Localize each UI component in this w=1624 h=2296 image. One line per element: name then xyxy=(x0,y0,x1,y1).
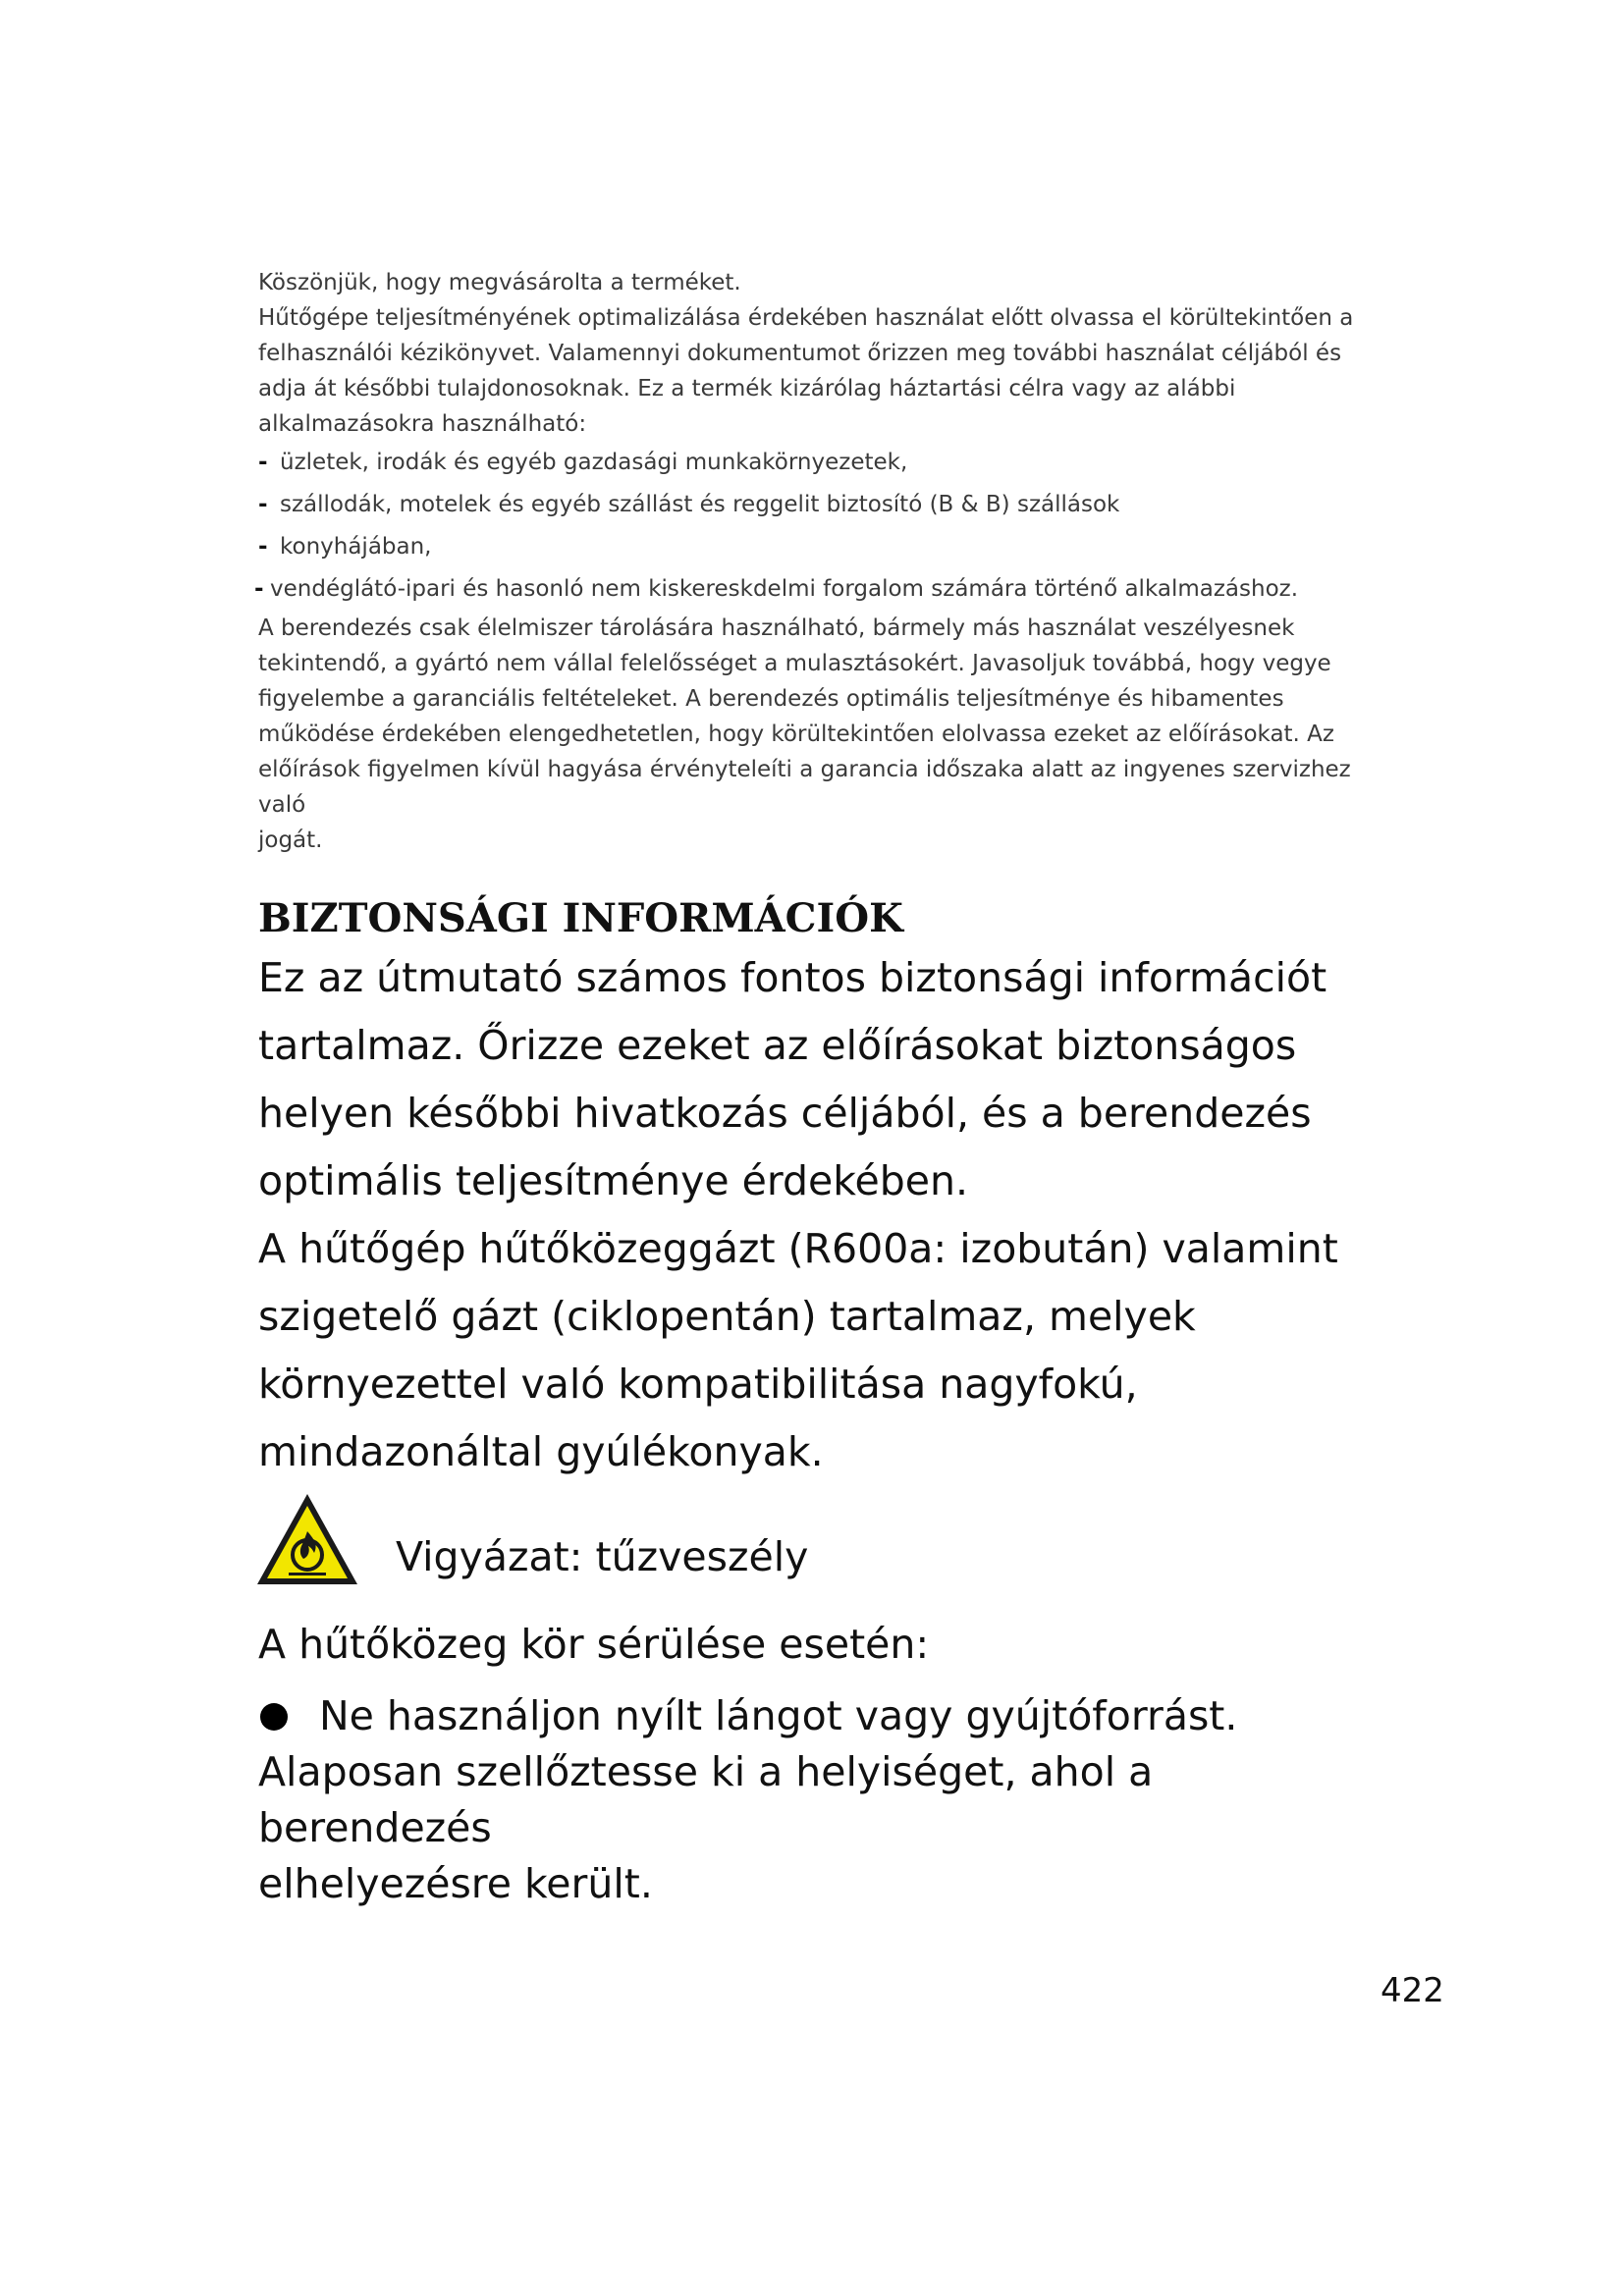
list-item xyxy=(258,442,1368,484)
safety-line: optimális teljesítménye érdekében. xyxy=(258,1157,969,1204)
safety-section xyxy=(258,944,1387,1486)
leak-instructions xyxy=(258,1688,1387,1912)
safety-line: tartalmaz. Őrizze ezeket az előírásokat biztonságos xyxy=(258,1022,1297,1069)
safety-line: helyen későbbi hivatkozás céljából, és a berendezés xyxy=(258,1090,1312,1137)
intro-line: alkalmazásokra használható: xyxy=(258,411,587,437)
fire-warning xyxy=(253,1490,1333,1598)
instruction-line: Alaposan szellőztesse ki a helyiséget, ahol a berendezés xyxy=(258,1748,1154,1851)
safety-title: BIZTONSÁGI INFORMÁCIÓK xyxy=(258,895,903,941)
safety-line: A hűtőgép hűtőközeggázt (R600a: izobután) valamint xyxy=(258,1225,1338,1272)
intro-closing-line: A berendezés csak élelmiszer tárolására használható, bármely más használat veszélyesnek xyxy=(258,615,1295,641)
bullet-text: Ne használjon nyílt lángot vagy gyújtóforrást. xyxy=(319,1692,1238,1739)
dash-marker: - xyxy=(258,450,268,475)
list-item-text: konyhájában, xyxy=(280,534,432,560)
list-item-text: üzletek, irodák és egyéb gazdasági munkakörnyezetek, xyxy=(280,450,908,475)
intro-closing-line: előírások figyelmen kívül hagyása érvényteleíti a garancia időszaka alatt az ingyenes szervizhez való xyxy=(258,757,1351,818)
intro-line: adja át későbbi tulajdonosoknak. Ez a termék kizárólag háztartási célra vagy az alábbi xyxy=(258,376,1236,401)
fire-hazard-triangle-icon xyxy=(253,1490,361,1590)
bullet-icon xyxy=(260,1703,288,1731)
list-item-text: vendéglátó-ipari és hasonló nem kiskereskdelmi forgalom számára történő alkalmazáshoz. xyxy=(270,576,1299,602)
safety-line: szigetelő gázt (ciklopentán) tartalmaz, melyek xyxy=(258,1293,1196,1340)
intro-line: felhasználói kézikönyvet. Valamennyi dokumentumot őrizzen meg további használat céljából és xyxy=(258,341,1342,366)
list-item xyxy=(258,484,1368,526)
dash-marker: - xyxy=(258,534,268,560)
list-item xyxy=(254,568,1368,611)
list-item-text: szállodák, motelek és egyéb szállást és reggelit biztosító (B & B) szállások xyxy=(280,492,1120,517)
intro-closing-line: jogát. xyxy=(258,828,323,853)
warning-text: Vigyázat: tűzveszély xyxy=(396,1533,809,1580)
leak-heading: A hűtőközeg kör sérülése esetén: xyxy=(258,1621,930,1668)
intro-closing-line: figyelembe a garanciális feltételeket. A berendezés optimális teljesítménye és hibamentes xyxy=(258,686,1284,712)
intro-line: Hűtőgépe teljesítményének optimalizálása érdekében használat előtt olvassa el körültekintően a xyxy=(258,305,1354,331)
safety-line: Ez az útmutató számos fontos biztonsági információt xyxy=(258,954,1327,1001)
list-item xyxy=(258,526,1368,568)
list-item xyxy=(258,1688,1387,1744)
safety-line: mindazonáltal gyúlékonyak. xyxy=(258,1428,824,1475)
intro-section xyxy=(254,265,1368,858)
dash-marker: - xyxy=(254,576,264,602)
intro-closing-line: működése érdekében elengedhetetlen, hogy körültekintően elolvassa ezeket az előírásokat. Az xyxy=(258,721,1334,747)
safety-line: környezettel való kompatibilitása nagyfokú, xyxy=(258,1361,1138,1408)
intended-uses-list xyxy=(254,442,1368,611)
intro-closing-line: tekintendő, a gyártó nem vállal felelősséget a mulasztásokért. Javasoljuk továbbá, hogy vegye xyxy=(258,651,1331,676)
instruction-line: elhelyezésre került. xyxy=(258,1860,653,1907)
intro-line: Köszönjük, hogy megvásárolta a terméket. xyxy=(258,270,741,295)
dash-marker: - xyxy=(258,492,268,517)
page-number: 422 xyxy=(1380,1971,1444,2010)
